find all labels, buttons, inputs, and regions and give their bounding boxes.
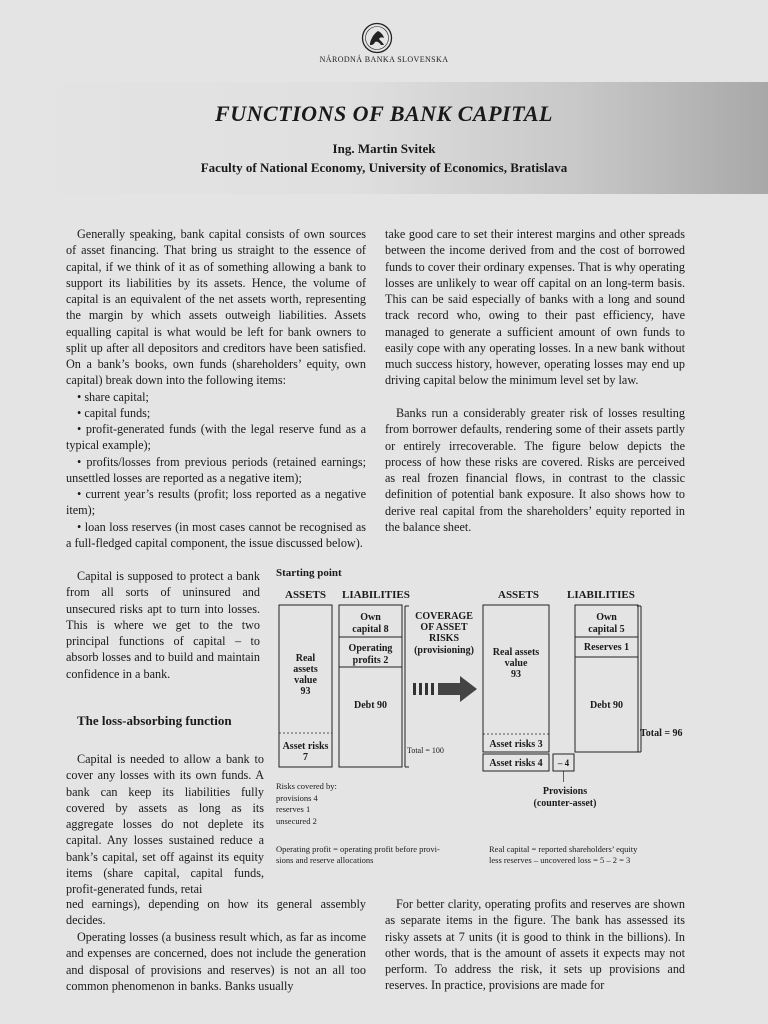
page-title: FUNCTIONS OF BANK CAPITAL bbox=[215, 101, 553, 126]
svg-text:Debt 90: Debt 90 bbox=[589, 700, 624, 711]
svg-text:93: 93 bbox=[511, 669, 521, 680]
real-capital-note: Real capital = reported shareholders’ equity bbox=[489, 844, 638, 854]
svg-text:provisions 4: provisions 4 bbox=[276, 793, 318, 803]
affiliation: Faculty of National Economy, University of Economics, Bratislava bbox=[200, 160, 568, 175]
liabilities-header-right: LIABILITIES bbox=[567, 589, 635, 601]
svg-text:OF ASSET: OF ASSET bbox=[420, 622, 468, 633]
svg-text:less reserves – uncovered loss: less reserves – uncovered loss = 5 – 2 = 3 bbox=[489, 855, 631, 865]
capital-diagram bbox=[262, 560, 700, 880]
svg-text:unsecured 2: unsecured 2 bbox=[276, 816, 317, 826]
liabilities-header-left: LIABILITIES bbox=[342, 589, 410, 601]
svg-text:Reserves 1: Reserves 1 bbox=[583, 642, 630, 653]
svg-text:value: value bbox=[294, 675, 317, 686]
author: Ing. Martin Svitek bbox=[332, 141, 436, 156]
list-item: • profits/losses from previous periods (retained earnings; unsettled losses are reported as a negative item); bbox=[66, 455, 366, 486]
svg-text:reserves 1: reserves 1 bbox=[276, 804, 311, 814]
total-right: Total = 96 bbox=[640, 728, 683, 739]
svg-text:Asset risks 4: Asset risks 4 bbox=[489, 758, 543, 769]
svg-text:Own: Own bbox=[596, 612, 617, 623]
assets-header-left: ASSETS bbox=[285, 589, 326, 601]
svg-text:sions and reserve allocations: sions and reserve allocations bbox=[276, 855, 374, 865]
svg-text:Asset risks 3: Asset risks 3 bbox=[489, 739, 543, 750]
svg-text:capital 8: capital 8 bbox=[352, 624, 389, 635]
list-item: • share capital; bbox=[77, 390, 149, 404]
svg-text:(counter-asset): (counter-asset) bbox=[533, 798, 597, 809]
svg-text:Real: Real bbox=[295, 653, 316, 664]
left-assets-column bbox=[279, 605, 332, 767]
section-heading: The loss-absorbing function bbox=[77, 713, 232, 728]
paragraph-clarity: For better clarity, operating profits and reserves are shown as separate items in the figure. The bank has assessed its risky assets at 7 units (it is good to think in the billions). In other words, that is the amount of assets it expects may not perform. To address the risk, it sets up provisions and reserves. In practice, provisions are made for bbox=[385, 897, 685, 993]
list-item: • profit-generated funds (with the legal reserve fund as a typical example); bbox=[66, 422, 366, 453]
arrow-icon bbox=[413, 676, 477, 702]
list-item: • current year’s results (profit; loss reported as a negative item); bbox=[66, 487, 366, 518]
total-left: Total = 100 bbox=[407, 746, 444, 755]
bank-name: NÁRODNÁ BANKA SLOVENSKA bbox=[319, 55, 449, 64]
list-item: • capital funds; bbox=[77, 406, 151, 420]
svg-text:assets: assets bbox=[293, 664, 318, 675]
right-assets-column bbox=[483, 605, 574, 782]
svg-text:Operating: Operating bbox=[348, 643, 393, 654]
svg-text:Debt 90: Debt 90 bbox=[353, 700, 388, 711]
paragraph-operating-losses: Operating losses (a business result which, as far as income and expenses are concerned, does not include the generation and disposal of provisions and reserves) is not an all too common phenomenon in banks. Banks usually bbox=[66, 930, 366, 993]
svg-text:capital 5: capital 5 bbox=[588, 624, 625, 635]
svg-text:7: 7 bbox=[303, 752, 308, 763]
paragraph-loss-absorbing-cont: ned earnings), depending on how its general assembly decides. bbox=[66, 897, 366, 928]
left-liabilities-column bbox=[339, 605, 402, 767]
svg-text:profits 2: profits 2 bbox=[352, 655, 389, 666]
svg-text:RISKS: RISKS bbox=[428, 633, 460, 644]
right-liabilities-column bbox=[575, 605, 638, 752]
svg-text:Real assets: Real assets bbox=[492, 647, 540, 658]
svg-text:Own: Own bbox=[360, 612, 381, 623]
intro-paragraph: Generally speaking, bank capital consists of own sources of asset financing. That bring us straight to the essence of capital, if we think of it as of something allowing a bank to support its liabilities by its assets. Hence, the volume of capital is an equivalent of the net assets worth, representing the margin by which assets outweigh liabilities. Assets equalling capital is what would be left for bank owners to split up after all depositors and creditors have been satisfied. On a bank’s books, own funds (shareholders’ equity, own capital) break down into the following items: bbox=[66, 227, 366, 388]
operating-profit-note: Operating profit = operating profit before provi- bbox=[276, 844, 440, 854]
list-item: • loan loss reserves (in most cases cannot be recognised as a full-fledged capital component, the issue discussed below). bbox=[66, 520, 366, 551]
risks-covered-note: Risks covered by: bbox=[276, 781, 337, 791]
assets-header-right: ASSETS bbox=[498, 589, 539, 601]
paragraph-loss-absorbing: Capital is needed to allow a bank to cover any losses with its own funds. A bank can keep its liabilities fully covered by assets as long as its aggregate losses do not deplete its capital. Any losses sustained reduce a bank’s capital, set off against its equity items (share capital, capital funds, profit-generated funds, retai bbox=[66, 752, 264, 896]
coverage-label: COVERAGE bbox=[415, 611, 473, 622]
svg-text:93: 93 bbox=[300, 686, 311, 697]
svg-text:(provisioning): (provisioning) bbox=[414, 645, 474, 656]
nbs-seal-icon bbox=[361, 22, 393, 54]
title-band bbox=[0, 82, 768, 194]
bracket-left bbox=[405, 606, 409, 767]
paragraph-capital-protect: Capital is supposed to protect a bank from all sorts of uninsured and unsecured risks apt to turn into losses. This is where we get to the two principal functions of capital – to absorb losses and to build and maintain confidence in a bank. bbox=[66, 569, 260, 681]
svg-text:value: value bbox=[504, 658, 528, 669]
starting-point-label: Starting point bbox=[276, 567, 342, 579]
provisions-label: Provisions bbox=[542, 786, 588, 797]
svg-text:– 4: – 4 bbox=[557, 758, 570, 768]
svg-text:Asset risks: Asset risks bbox=[282, 741, 329, 752]
paragraph-interest-margins: take good care to set their interest margins and other spreads between the income derived from and the cost of borrowed funds to cover their ordinary expenses. That is why operating losses are unlikely to wear off capital on an long-term basis. This can be said especially of banks with a long and sound track record who, owing to their past efficiency, have managed to generate a sufficient amount of own funds to easily cope with any operating losses. In a new bank without much success history, however, operating losses may end up driving capital below the minimum level set by law. bbox=[385, 227, 685, 388]
paragraph-borrower-defaults: Banks run a considerably greater risk of losses resulting from borrower defaults, rendering some of their assets partly or entirely irrecoverable. The figure below depicts the process of how these risks are covered. Risks are perceived as real frozen financial flows, in contrast to the classic definition of potential bank exposure. It also shows how to derive real capital from the shareholders’ equity reported in the balance sheet. bbox=[385, 406, 685, 534]
